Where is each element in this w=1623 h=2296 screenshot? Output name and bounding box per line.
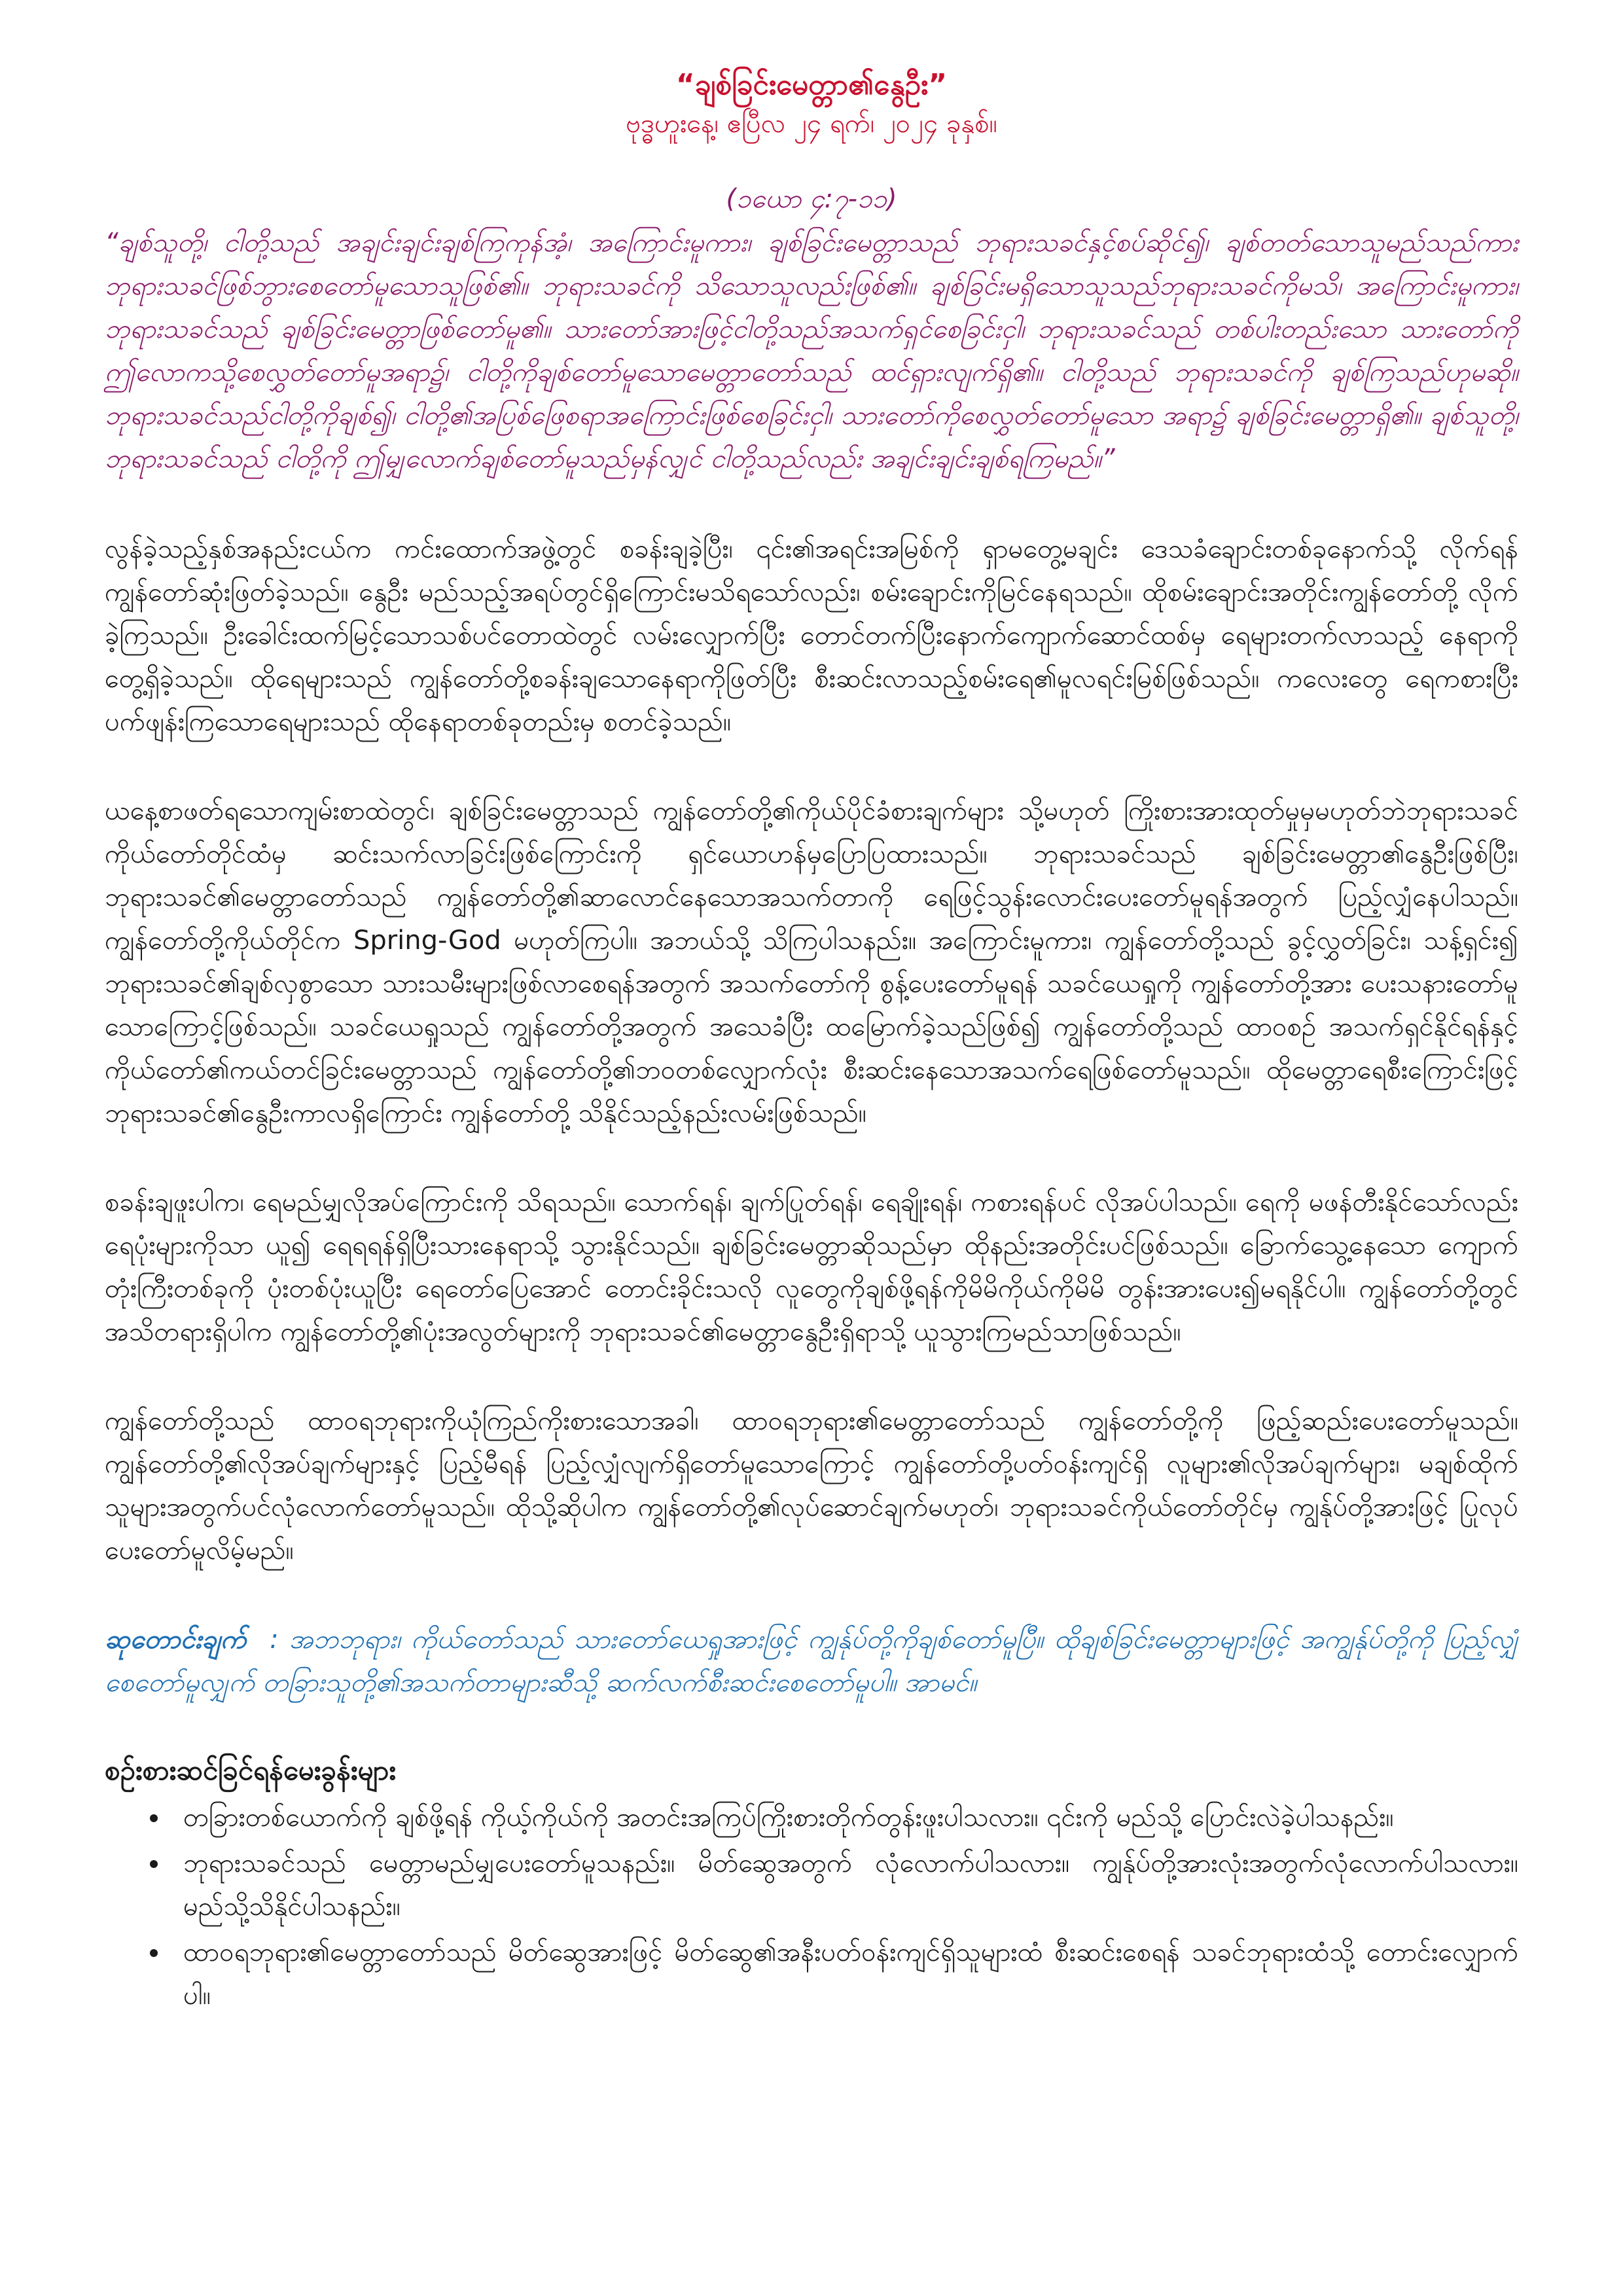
questions-heading: စဉ်းစားဆင်ခြင်ရန်မေးခွန်းများ: [105, 1754, 396, 1786]
body-paragraph-1: လွန်ခဲ့သည့်နှစ်အနည်းငယ်က ကင်းထောက်အဖွဲ့တွင် စခန်းချခဲ့ပြီး၊ ၎င်း၏အရင်းအမြစ်ကို ရှာမတွေ့မချင်း ဒေသခံချောင်းတစ်ခုနောက်သို့ လိုက်ရန် ကျွန်တော်ဆုံးဖြတ်ခဲ့သည်။ နွေဦး မည်သည့်အရပ်တွင်ရှိကြောင်းမသိရသော်လည်း၊ စမ်းချောင်းကိုမြင်နေရသည်။ ထိုစမ်းချောင်းအတိုင်းကျွန်တော်တို့ လိုက်ခဲ့ကြသည်။ ဦးခေါင်းထက်မြင့်သောသစ်ပင်တောထဲတွင် လမ်းလျှောက်ပြီး တောင်တက်ပြီးနောက်ကျောက်ဆောင်ထစ်မှ ရေများတက်လာသည့် နေရာကိုတွေ့ရှိခဲ့သည်။ ထိုရေများသည် ကျွန်တော်တို့စခန်းချသောနေရာကိုဖြတ်ပြီး စီးဆင်းလာသည့်စမ်းရေ၏မူလရင်းမြစ်ဖြစ်သည်။ ကလေးတွေ ရေကစားပြီး ပက်ဖျန်းကြသောရေများသည် ထိုနေရာတစ်ခုတည်းမှ စတင်ခဲ့သည်။: [105, 534, 1518, 737]
question-item-2: • ဘုရားသခင်သည် မေတ္တာမည်မျှပေးတော်မူသနည်း။ မိတ်ဆွေအတွက် လုံလောက်ပါသလား။ ကျွန်ုပ်တို့အားလုံးအတွက်လုံလောက်ပါသလား။ မည်သို့သိနိုင်ပါသနည်း။: [170, 1842, 1518, 1928]
prayer-label: ဆုတောင်းချက်: [105, 1624, 247, 1655]
prayer-text: : အဘဘုရား၊ ကိုယ်တော်သည် သားတော်ယေရှုအားဖြင့် ကျွန်ုပ်တို့ကိုချစ်တော်မူပြီ။ ထိုချစ်ခြင်းမေတ္တာများဖြင့် အကျွန်ုပ်တို့ကို ပြည့်လျှံစေတော်မူလျှက် တခြားသူတို့၏အသက်တာများဆီသို့ ဆက်လက်စီးဆင်းစေတော်မူပါ။ အာမင်။: [105, 1624, 1518, 1698]
devotional-title: “ချစ်ခြင်းမေတ္တာ၏နွေဦး”: [675, 68, 948, 101]
body-paragraph-3: စခန်းချဖူးပါက၊ ရေမည်မျှလိုအပ်ကြောင်းကို သိရသည်။ သောက်ရန်၊ ချက်ပြုတ်ရန်၊ ရေချိုးရန်၊ ကစားရန်ပင် လိုအပ်ပါသည်။ ရေကို မဖန်တီးနိုင်သော်လည်း ရေပုံးများကိုသာ ယူ၍ ရေရရန်ရှိပြီးသားနေရာသို့ သွားနိုင်သည်။ ချစ်ခြင်းမေတ္တာဆိုသည်မှာ ထိုနည်းအတိုင်းပင်ဖြစ်သည်။ ခြောက်သွေ့နေသော ကျောက်တုံးကြီးတစ်ခုကို ပုံးတစ်ပုံးယူပြီး ရေတော်ပြေအောင် တောင်းခိုင်းသလို လူတွေကိုချစ်ဖို့ရန်ကိုမိမိကိုယ်ကိုမိမိ တွန်းအားပေး၍မရနိုင်ပါ။ ကျွန်တော်တို့တွင် အသိတရားရှိပါက ကျွန်တော်တို့၏ပုံးအလွတ်များကို ဘုရားသခင်၏မေတ္တာနွေဦးရှိရာသို့ ယူသွားကြမည်သာဖြစ်သည်။: [105, 1187, 1518, 1347]
scripture-text: “ချစ်သူတို့၊ ငါတို့သည် အချင်းချင်းချစ်ကြကုန်အံ့၊ အကြောင်းမူကား၊ ချစ်ခြင်းမေတ္တာသည် ဘုရားသခင်နှင့်စပ်ဆိုင်၍၊ ချစ်တတ်သောသူမည်သည်ကား ဘုရားသခင်ဖြစ်ဘွားစေတော်မူသောသူဖြစ်၏။ ဘုရားသခင်ကို သိသောသူလည်းဖြစ်၏။ ချစ်ခြင်းမရှိသောသူသည်ဘုရားသခင်ကိုမသိ၊ အကြောင်းမူကား၊ ဘုရားသခင်သည် ချစ်ခြင်းမေတ္တာဖြစ်တော်မူ၏။ သားတော်အားဖြင့်ငါတို့သည်အသက်ရှင်စေခြင်းငှါ၊ ဘုရားသခင်သည် တစ်ပါးတည်းသော သားတော်ကို ဤလောကသို့စေလွှတ်တော်မူအရာ၌၊ ငါတို့ကိုချစ်တော်မူသောမေတ္တာတော်သည် ထင်ရှားလျက်ရှိ၏။ ငါတို့သည် ဘုရားသခင်ကို ချစ်ကြသည်ဟုမဆို။ ဘုရားသခင်သည်ငါတို့ကိုချစ်၍၊ ငါတို့၏အပြစ်ဖြေစရာအကြောင်းဖြစ်စေခြင်းငှါ၊ သားတော်ကိုစေလွှတ်တော်မူသော အရာ၌ ချစ်ခြင်းမေတ္တာရှိ၏။ ချစ်သူတို့၊ ဘုရားသခင်သည် ငါတို့ကို ဤမျှလောက်ချစ်တော်မူသည်မှန်လျှင် ငါတို့သည်လည်း အချင်းချင်းချစ်ရကြမည်။”: [105, 228, 1518, 474]
questions-list: [105, 1796, 1518, 2017]
question-item-1: • တခြားတစ်ယောက်ကို ချစ်ဖို့ရန် ကိုယ့်ကိုယ်ကို အတင်းအကြပ်ကြိုးစားတိုက်တွန်းဖူးပါသလား။ ၎င်းကို မည်သို့ ပြောင်းလဲခဲ့ပါသနည်း။: [170, 1796, 1518, 1839]
devotional-page: [105, 65, 1518, 2020]
body-paragraph-4: ကျွန်တော်တို့သည် ထာဝရဘုရားကိုယုံကြည်ကိုးစားသောအခါ၊ ထာဝရဘုရား၏မေတ္တာတော်သည် ကျွန်တော်တို့ကို ဖြည့်ဆည်းပေးတော်မူသည်။ ကျွန်တော်တို့၏လိုအပ်ချက်များနှင့် ပြည့်မီရန် ပြည့်လျှံလျက်ရှိတော်မူသောကြောင့် ကျွန်တော်တို့ပတ်ဝန်းကျင်ရှိ လူများ၏လိုအပ်ချက်များ၊ မချစ်ထိုက် သူများအတွက်ပင်လုံလောက်တော်မူသည်။ ထိုသို့ဆိုပါက ကျွန်တော်တို့၏လုပ်ဆောင်ချက်မဟုတ်၊ ဘုရားသခင်ကိုယ်တော်တိုင်မှ ကျွန်ုပ်တို့အားဖြင့် ပြုလုပ်ပေးတော်မူလိမ့်မည်။: [105, 1406, 1518, 1566]
body-paragraph-2: ယနေ့စာဖတ်ရသောကျမ်းစာထဲတွင်၊ ချစ်ခြင်းမေတ္တာသည် ကျွန်တော်တို့၏ကိုယ်ပိုင်ခံစားချက်များ သို့မဟုတ် ကြိုးစားအားထုတ်မှုမှမဟုတ်ဘဲဘုရားသခင်ကိုယ်တော်တိုင်ထံမှ ဆင်းသက်လာခြင်းဖြစ်ကြောင်းကို ရှင်ယောဟန်မှပြောပြထားသည်။ ဘုရားသခင်သည် ချစ်ခြင်းမေတ္တာ၏နွေဦးဖြစ်ပြီး၊ ဘုရားသခင်၏မေတ္တာတော်သည် ကျွန်တော်တို့၏ဆာလောင်နေသောအသက်တာကို ရေဖြင့်သွန်းလောင်းပေးတော်မူရန်အတွက် ပြည့်လျှံနေပါသည်။ ကျွန်တော်တို့ကိုယ်တိုင်က Spring-God မဟုတ်ကြပါ။ အဘယ်သို့ သိကြပါသနည်း။ အကြောင်းမူကား၊ ကျွန်တော်တို့သည် ခွင့်လွှတ်ခြင်း၊ သန့်ရှင်း၍ ဘုရားသခင်၏ချစ်လှစွာသော သားသမီးများဖြစ်လာစေရန်အတွက် အသက်တော်ကို စွန့်ပေးတော်မူရန် သခင်ယေရှုကို ကျွန်တော်တို့အား ပေးသနားတော်မူသောကြောင့်ဖြစ်သည်။ သခင်ယေရှုသည် ကျွန်တော်တို့အတွက် အသေခံပြီး ထမြောက်ခဲ့သည်ဖြစ်၍ ကျွန်တော်တို့သည် ထာဝစဉ် အသက်ရှင်နိုင်ရန်နှင့် ကိုယ်တော်၏ကယ်တင်ခြင်းမေတ္တာသည် ကျွန်တော်တို့၏ဘဝတစ်လျှောက်လုံး စီးဆင်းနေသောအသက်ရေဖြစ်တော်မူသည်။ ထိုမေတ္တာရေစီးကြောင်းဖြင့် ဘုရားသခင်၏နွေဦးကာလရှိကြောင်း ကျွန်တော်တို့ သိနိုင်သည့်နည်းလမ်းဖြစ်သည်။: [105, 796, 1518, 1128]
question-item-3: • ထာဝရဘုရား၏မေတ္တာတော်သည် မိတ်ဆွေအားဖြင့် မိတ်ဆွေ၏အနီးပတ်ဝန်းကျင်ရှိသူများထံ စီးဆင်းစေရန် သခင်ဘုရားထံသို့ တောင်းလျှောက်ပါ။: [170, 1931, 1518, 2017]
scripture-reference: (၁ယော ၄:၇-၁၁): [726, 184, 897, 214]
prayer-block: [105, 1618, 1518, 1704]
reflection-questions: [105, 1750, 1518, 2017]
devotional-date: ဗုဒ္ဓဟူးနေ့၊ ဧပြီလ ၂၄ ရက်၊ ၂၀၂၄ ခုနှစ်။: [626, 109, 997, 139]
